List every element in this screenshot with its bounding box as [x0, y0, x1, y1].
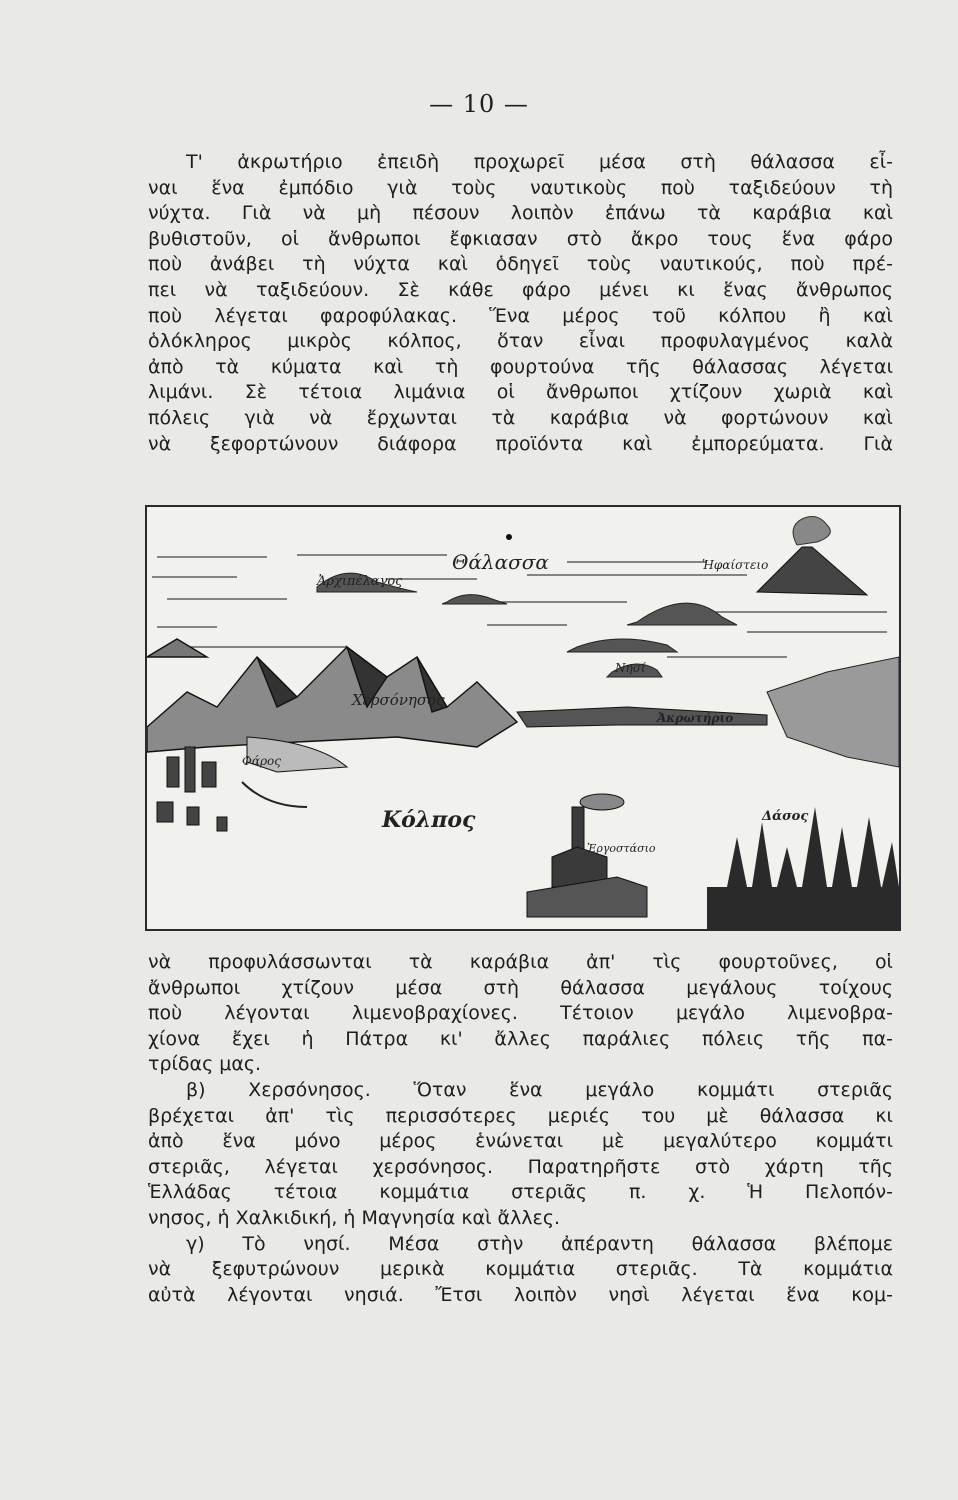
label-peninsula: Χερσόνησος	[352, 691, 445, 709]
text-line: ποὺ λέγονται λιμενοβραχίονες. Τέτοιον μεγάλο λιμενοβρα-	[148, 1002, 893, 1025]
text-line: αὐτὰ λέγονται νησιά. Ἔτσι λοιπὸν νησὶ λέγεται ἕνα κομ-	[148, 1283, 893, 1306]
label-factory: Ἐργοστάσιο	[587, 842, 656, 855]
forest	[707, 807, 899, 929]
label-islet: Νησί	[615, 661, 646, 675]
label-archipelago: Ἀρχιπέλαγος	[317, 574, 403, 589]
landscape-illustration	[145, 505, 901, 931]
label-forest: Δάσος	[762, 809, 809, 824]
text-line: νὰ ξεφυτρώνουν μερικὰ κομμάτια στεριᾶς. Τὰ κομμάτια	[148, 1258, 893, 1281]
label-gulf: Κόλπος	[382, 807, 476, 833]
volcano	[757, 517, 867, 595]
text-line: τρίδας μας.	[148, 1053, 262, 1076]
text-line: ἄνθρωποι χτίζουν μέσα στὴ θάλασσα μεγάλους τοίχους	[148, 976, 893, 999]
text-line: πόλεις γιὰ νὰ ἔρχωνται τὰ καράβια νὰ φορτώνουν καὶ	[148, 406, 893, 429]
section-heading-peninsula: β) Χερσόνησος. Ὅταν ἕνα μεγάλο κομμάτι στεριᾶς	[186, 1078, 893, 1101]
text-line: νὰ ξεφορτώνουν διάφορα προϊόντα καὶ ἐμπορεύματα. Γιὰ	[148, 432, 893, 455]
text-line: Τ' ἀκρωτήριο ἐπειδὴ προχωρεῖ μέσα στὴ θάλασσα εἶ-	[186, 151, 893, 173]
label-volcano: Ἡφαίστειο	[702, 558, 769, 572]
mountain-range	[147, 639, 517, 752]
factory	[527, 794, 647, 917]
text-line: Ἑλλάδας τέτοια κομμάτια στεριᾶς π. χ. Ἡ Πελοπόν-	[148, 1181, 893, 1204]
text-line: ἀπὸ τὰ κύματα καὶ τὴ φουρτούνα τῆς θάλασσας λέγεται	[148, 355, 893, 378]
text-line: νησος, ἡ Χαλκιδική, ἡ Μαγνησία καὶ ἄλλες.	[148, 1206, 561, 1229]
label-cape: Ἀκρωτήριο	[657, 711, 734, 725]
text-line: βρέχεται ἀπ' τὶς περισσότερες μεριές του μὲ θάλασσα κι	[148, 1104, 893, 1127]
label-lighthouse: Φάρος	[242, 754, 281, 768]
text-line: ἀπὸ ἕνα μόνο μέρος ἑνώνεται μὲ μεγαλύτερο κομμάτι	[148, 1130, 893, 1153]
harbor-town	[157, 737, 347, 831]
label-sea: Θάλασσα	[452, 550, 549, 574]
text-line: ποὺ λέγεται φαροφύλακας. Ἕνα μέρος τοῦ κόλπου ἢ καὶ	[148, 304, 893, 327]
text-line: ναι ἕνα ἐμπόδιο γιὰ τοὺς ναυτικοὺς ποὺ ταξιδεύουν τὴ	[148, 176, 893, 199]
page-number: — 10 —	[429, 90, 529, 118]
text-line: ὁλόκληρος μικρὸς κόλπος, ὅταν εἶναι προφυλαγμένος καλὰ	[148, 330, 893, 353]
text-line: νύχτα. Γιὰ νὰ μὴ πέσουν λοιπὸν ἐπάνω τὰ καράβια καὶ	[148, 202, 893, 225]
landscape-drawing	[147, 507, 899, 929]
text-line: βυθιστοῦν, οἱ ἄνθρωποι ἔφκιασαν στὸ ἄκρο τους ἕνα φάρο	[148, 227, 893, 250]
text-line: στεριᾶς, λέγεται χερσόνησος. Παρατηρῆστε στὸ χάρτη τῆς	[148, 1155, 893, 1178]
text-line: ποὺ ἀνάβει τὴ νύχτα καὶ ὁδηγεῖ τοὺς ναυτικούς, ποὺ πρέ-	[148, 253, 893, 276]
paragraph-cape-harbor	[148, 150, 893, 457]
text-line: πει νὰ ταξιδεύουν. Σὲ κάθε φάρο μένει κι ἕνας ἄνθρωπος	[148, 278, 893, 301]
paragraph-breakwater-peninsula-island	[148, 950, 893, 1308]
text-line: νὰ προφυλάσσωνται τὰ καράβια ἀπ' τὶς φουρτοῦνες, οἱ	[148, 951, 893, 973]
lighthouse-light	[506, 534, 512, 540]
text-line: λιμάνι. Σὲ τέτοια λιμάνια οἱ ἄνθρωποι χτίζουν χωριὰ καὶ	[148, 381, 893, 404]
section-heading-island: γ) Τὸ νησί. Μέσα στὴν ἀπέραντη θάλασσα βλέπομε	[186, 1232, 893, 1255]
text-line: χίονα ἔχει ἡ Πάτρα κι' ἄλλες παράλιες πόλεις τῆς πα-	[148, 1027, 893, 1050]
